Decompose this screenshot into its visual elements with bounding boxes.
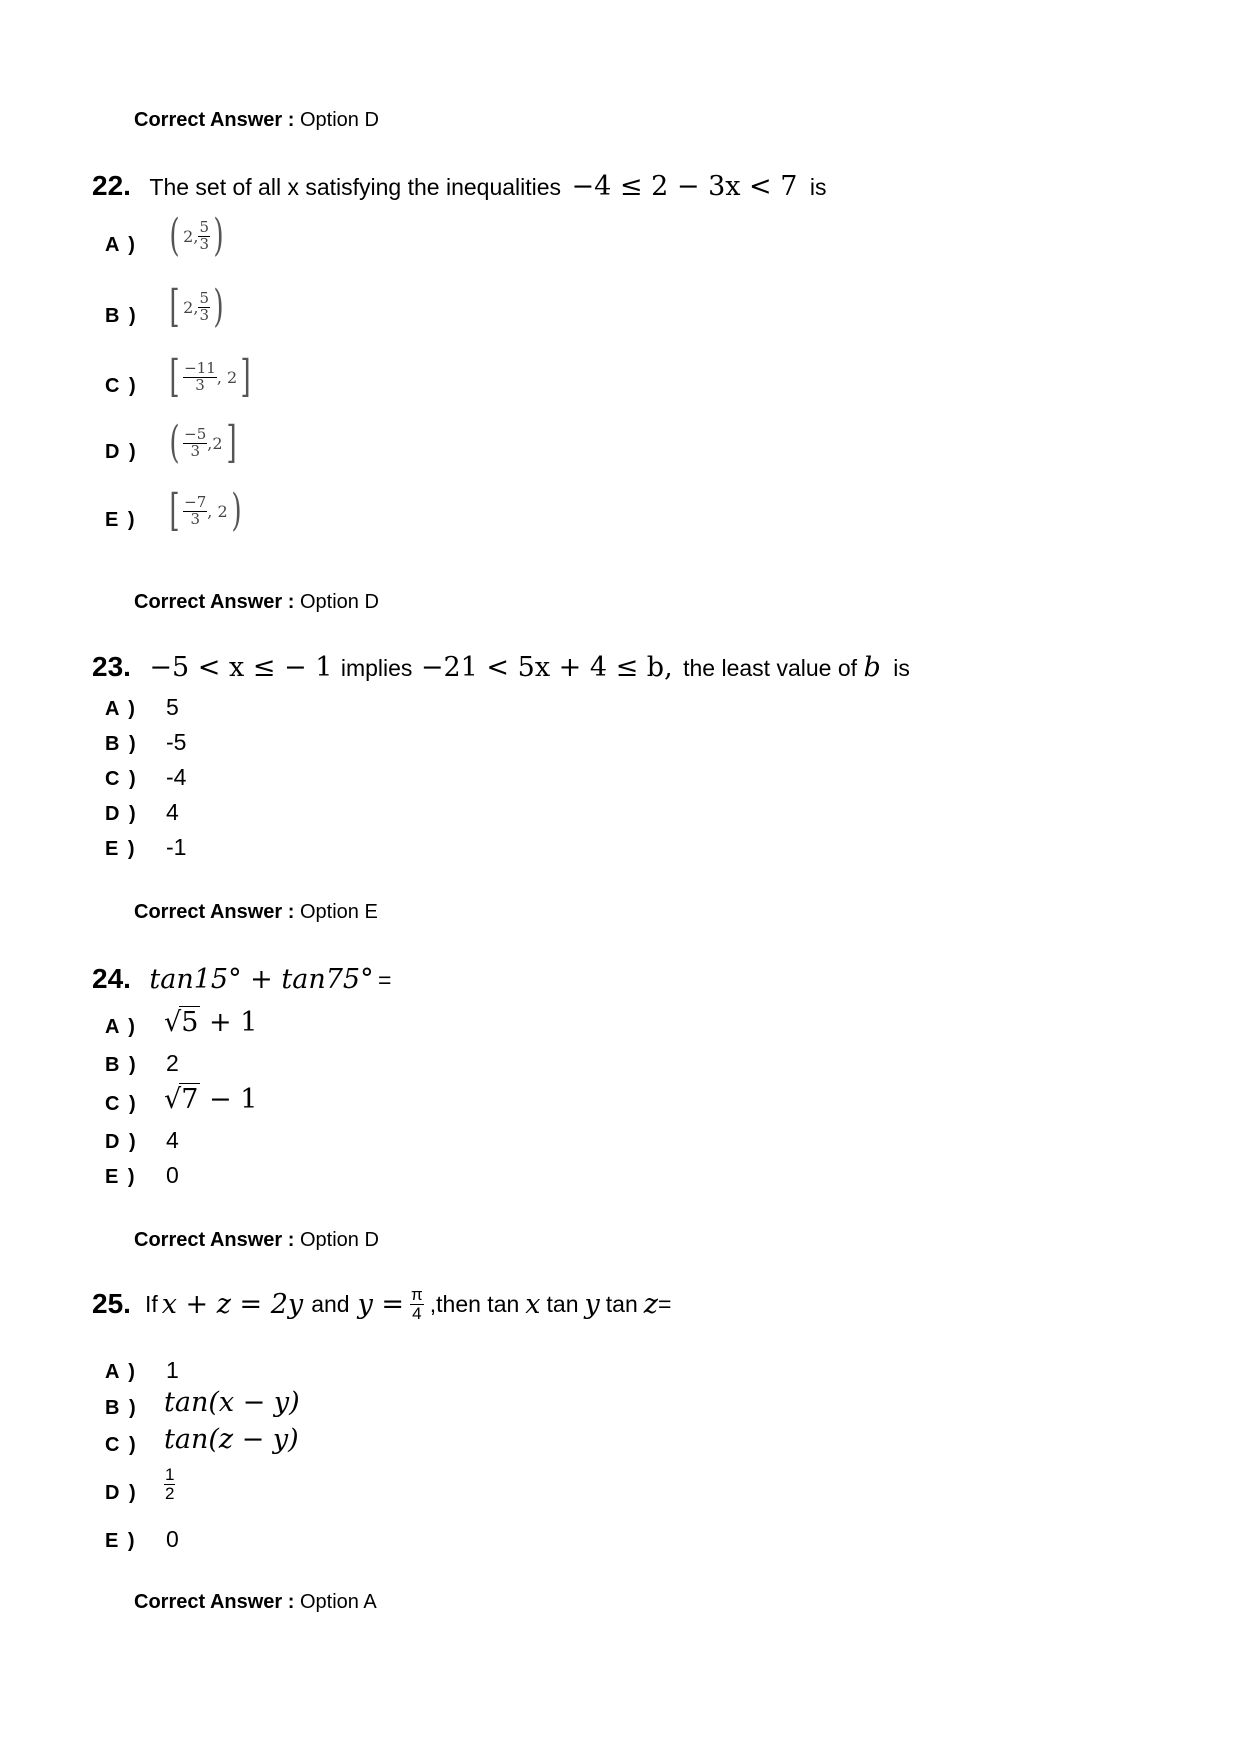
option-e-value[interactable]: 0 (166, 1526, 179, 1552)
fraction-denominator: 2 (165, 1483, 175, 1503)
option-c-value[interactable]: √7 − 1 (164, 1084, 258, 1115)
option-label-a: A ) (105, 234, 137, 256)
fraction-denominator: 3 (199, 305, 209, 324)
question-text-if: If (144, 1290, 158, 1317)
question-text-3: is (893, 655, 910, 681)
question-text: The set of all x satisfying the inequalities (149, 174, 562, 200)
question-math-y: y (584, 1288, 600, 1320)
correct-answer-label: Correct Answer : (134, 109, 295, 131)
question-math: −4 ≤ 2 − 3x < 7 (571, 171, 798, 202)
correct-answer-label: Correct Answer : (134, 901, 295, 923)
question-math-z: z (643, 1288, 658, 1320)
correct-answer-prev (134, 109, 379, 132)
bracket-close: ] (225, 417, 237, 468)
question-number: 22. (92, 170, 131, 201)
question-equals: = (378, 967, 392, 993)
option-label-a: A ) (105, 1361, 137, 1383)
fraction-denominator: 3 (190, 509, 200, 528)
option-rest: + 1 (200, 1007, 258, 1038)
option-a-value[interactable]: 1 (166, 1357, 179, 1383)
question-text-end: is (809, 174, 827, 200)
option-e-value[interactable]: -1 (166, 834, 187, 860)
correct-answer-label: Correct Answer : (134, 1591, 295, 1613)
option-b-value[interactable]: tan(x − y) (164, 1387, 300, 1418)
correct-answer-value: Option D (299, 1229, 379, 1251)
question-number: 24. (92, 963, 131, 994)
correct-answer-q25 (134, 1591, 377, 1614)
fraction-denominator: 3 (195, 375, 205, 394)
fraction-numerator: 1 (165, 1465, 175, 1484)
question-math-3: b (863, 652, 881, 683)
question-24 (92, 963, 391, 995)
bracket-open: [ (169, 281, 180, 332)
question-text-then: ,then tan (429, 1290, 520, 1317)
radicand: 7 (181, 1084, 199, 1115)
option-c-interval[interactable] (166, 351, 254, 402)
bracket-close: ) (213, 210, 224, 261)
correct-answer-value: Option A (299, 1591, 377, 1613)
fraction-numerator: 5 (199, 217, 209, 236)
option-label-c: C ) (105, 768, 138, 790)
correct-answer-q24 (134, 1229, 379, 1252)
option-d-value[interactable] (164, 1466, 175, 1503)
correct-answer-q23 (134, 901, 378, 924)
question-text-tan-1: tan (546, 1290, 579, 1317)
bracket-close: ] (240, 351, 251, 402)
option-rest: − 1 (200, 1084, 258, 1115)
question-math-1: −5 < x ≤ − 1 (149, 652, 333, 683)
fraction-numerator: 5 (199, 288, 209, 307)
question-22 (92, 170, 827, 202)
option-e-interval[interactable] (166, 485, 245, 536)
correct-answer-value: Option D (299, 591, 379, 613)
option-label-b: B ) (105, 733, 138, 755)
fraction-numerator: −7 (184, 492, 207, 511)
option-c-value[interactable]: -4 (166, 764, 187, 790)
option-label-d: D ) (105, 1131, 138, 1153)
option-label-b: B ) (105, 305, 138, 327)
radicand: 5 (181, 1007, 199, 1038)
question-text-2: the least value of (683, 655, 858, 681)
question-text-1: implies (340, 655, 413, 681)
fraction-denominator: 3 (199, 234, 209, 253)
option-label-d: D ) (105, 803, 138, 825)
question-number: 25. (92, 1288, 131, 1320)
option-b-interval[interactable] (166, 281, 227, 332)
option-label-a: A ) (105, 698, 137, 720)
bracket-open: ( (169, 417, 180, 468)
option-d-value[interactable]: 4 (166, 1127, 179, 1153)
bracket-open: ( (169, 210, 180, 261)
correct-answer-label: Correct Answer : (134, 591, 295, 613)
fraction-numerator: −11 (184, 358, 216, 377)
option-b-value[interactable]: -5 (166, 729, 187, 755)
fraction-numerator: −5 (184, 424, 207, 443)
option-a-value[interactable]: 5 (166, 694, 179, 720)
bracket-close: ) (213, 281, 224, 332)
interval-end: ,2 (207, 433, 223, 453)
option-d-value[interactable]: 4 (166, 799, 179, 825)
option-c-value[interactable]: tan(z − y) (164, 1424, 299, 1455)
question-text-and: and (311, 1290, 350, 1317)
question-math-x: x (525, 1288, 541, 1320)
option-e-value[interactable]: 0 (166, 1162, 179, 1188)
question-23 (92, 651, 910, 683)
option-label-d: D ) (105, 441, 138, 463)
option-label-c: C ) (105, 1093, 138, 1115)
correct-answer-value: Option E (299, 901, 378, 923)
interval-end: , 2 (216, 367, 238, 387)
option-label-e: E ) (105, 1166, 137, 1188)
option-a-value[interactable]: √5 + 1 (164, 1007, 258, 1038)
option-label-d: D ) (105, 1482, 138, 1504)
interval-start: 2, (183, 297, 199, 317)
bracket-close: ) (231, 485, 242, 536)
option-label-b: B ) (105, 1397, 138, 1419)
question-math-2: −21 < 5x + 4 ≤ b, (420, 652, 673, 683)
option-label-c: C ) (105, 375, 138, 397)
bracket-open: [ (169, 485, 180, 536)
question-text-eq: = (658, 1290, 672, 1317)
option-label-c: C ) (105, 1434, 138, 1456)
option-label-b: B ) (105, 1054, 138, 1076)
question-math-2: y = (357, 1288, 405, 1320)
question-math-1: x + z = 2y (161, 1288, 304, 1320)
interval-end: , 2 (207, 501, 228, 521)
fraction-denominator: 3 (190, 441, 200, 460)
option-a-interval[interactable] (166, 210, 227, 261)
correct-answer-q22 (134, 591, 379, 614)
fraction-denominator: 4 (412, 1303, 422, 1323)
interval-start: 2, (183, 226, 199, 246)
option-label-e: E ) (105, 1530, 137, 1552)
question-text-tan-2: tan (605, 1290, 638, 1317)
option-label-a: A ) (105, 1016, 137, 1038)
question-math: tan15° + tan75° (149, 964, 374, 995)
option-b-value[interactable]: 2 (166, 1050, 179, 1076)
question-number: 23. (92, 651, 131, 682)
fraction-numerator: π (411, 1285, 423, 1304)
correct-answer-label: Correct Answer : (134, 1229, 295, 1251)
bracket-open: [ (169, 351, 180, 402)
option-d-interval[interactable] (166, 417, 240, 468)
option-label-e: E ) (105, 838, 137, 860)
option-label-e: E ) (105, 509, 137, 531)
question-25 (92, 1286, 671, 1323)
correct-answer-value: Option D (299, 109, 379, 131)
